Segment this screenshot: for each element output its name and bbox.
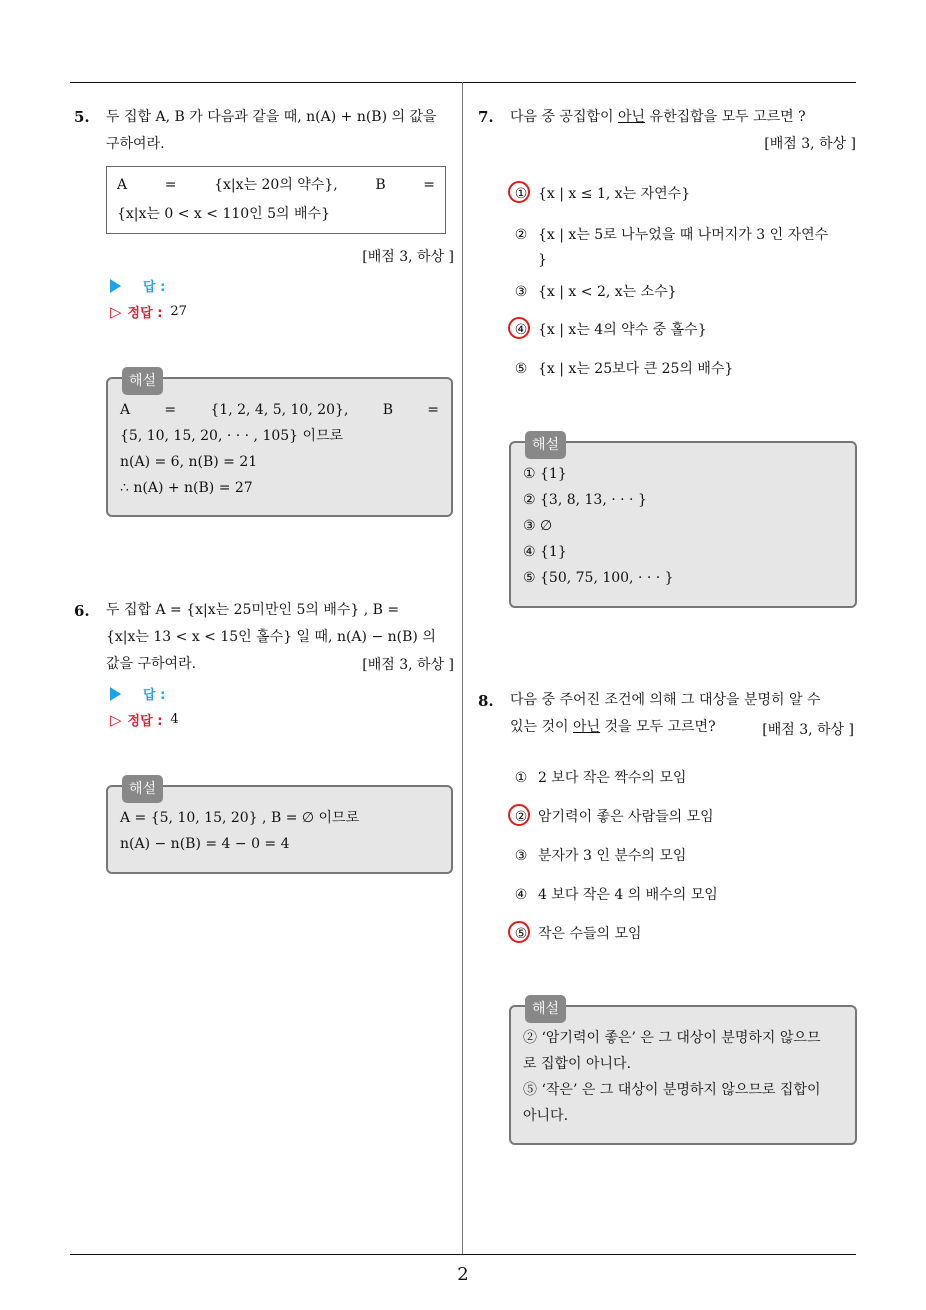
q7-line1-pre: 다음 중 공집합이 <box>510 109 619 125</box>
q6-exp-line2: n(A) − n(B) = 4 − 0 = 4 <box>120 836 290 852</box>
q6-answer-line <box>110 684 165 703</box>
q7-question <box>510 104 856 158</box>
outline-triangle-icon: ▷ <box>110 302 122 321</box>
q6-line3: 값을 구하여라. <box>106 656 197 672</box>
q6-exp-label: 해설 <box>122 775 163 803</box>
q5-exp-label: 해설 <box>122 367 163 395</box>
q6-line1: 두 집합 A = {x|x는 25미만인 5의 배수} , B = <box>106 602 400 618</box>
top-rule <box>70 82 856 83</box>
q7-option-2-text: {x | x는 5로 나누었을 때 나머지가 3 인 자연수 <box>538 227 829 243</box>
q7-option-1[interactable] <box>510 184 690 204</box>
q8-option-5[interactable] <box>510 924 642 944</box>
q7-option-3-text: {x | x < 2, x는 소수} <box>538 284 677 300</box>
q8-line2-pre: 있는 것이 <box>510 719 573 735</box>
q7-exp-line3: ③ ∅ <box>523 518 553 534</box>
q5-exp-line3: n(A) = 6, n(B) = 21 <box>120 454 258 470</box>
q7-explanation-box <box>509 437 857 608</box>
q8-option-4-mark: ④ <box>514 887 528 903</box>
q8-line2-underlined: 아닌 <box>573 719 601 735</box>
q6-answer-label: 답 : <box>143 688 166 703</box>
q7-option-5[interactable] <box>510 359 733 379</box>
q8-option-4-text: 4 보다 작은 4 의 배수의 모임 <box>538 887 718 903</box>
q7-option-3[interactable] <box>510 282 677 302</box>
q5-given-set-b: {x|x는 0 < x < 110인 5의 배수} <box>117 206 330 222</box>
q8-exp-line4: 아니다. <box>523 1108 569 1124</box>
q8-option-2-text: 암기력이 좋은 사람들의 모임 <box>538 809 714 825</box>
q5-line1: 두 집합 A, B 가 다음과 같을 때, n(A) + n(B) 의 값을 <box>106 109 437 125</box>
q7-option-2-continuation: } <box>538 252 547 268</box>
q7-exp-label: 해설 <box>525 431 566 459</box>
q8-option-1-mark: ① <box>514 770 528 786</box>
bottom-rule <box>70 1254 856 1255</box>
column-divider <box>462 82 463 1254</box>
q8-exp-label: 해설 <box>525 995 566 1023</box>
q7-option-4-text: {x | x는 4의 약수 중 홀수} <box>538 322 707 338</box>
q6-key-value: 4 <box>170 712 179 727</box>
q5-exp-eq2: = <box>427 402 439 418</box>
q8-option-3-mark: ③ <box>514 848 528 864</box>
q6-key-line <box>110 710 179 729</box>
q7-option-3-mark: ③ <box>514 284 528 300</box>
q8-exp-line2: 로 집합이 아니다. <box>523 1056 632 1072</box>
q5-exp-line4: ∴ n(A) + n(B) = 27 <box>120 480 253 496</box>
q5-given-box <box>106 166 446 234</box>
page-number: 2 <box>457 1264 469 1285</box>
q7-option-5-text: {x | x는 25보다 큰 25의 배수} <box>538 361 734 377</box>
q7-option-4[interactable] <box>510 320 707 340</box>
q7-option-2[interactable] <box>510 225 856 245</box>
filled-triangle-icon <box>110 687 121 701</box>
filled-triangle-icon <box>110 279 121 293</box>
q8-option-1[interactable] <box>510 768 686 788</box>
q5-given-b: B <box>375 177 386 193</box>
q5-given-eq1: = <box>164 177 177 193</box>
q8-option-1-text: 2 보다 작은 짝수의 모임 <box>538 770 687 786</box>
q5-line2: 구하여라. <box>106 136 165 152</box>
q7-exp-line4: ④ {1} <box>523 544 567 560</box>
q5-key-line <box>110 302 187 321</box>
q8-option-5-mark: ⑤ <box>510 924 532 944</box>
q7-number: 7. <box>478 108 494 126</box>
q8-exp-line3: ⑤ ‘작은’ 은 그 대상이 분명하지 않으므로 집합이 <box>523 1082 821 1098</box>
q5-number: 5. <box>74 108 90 126</box>
q7-option-5-mark: ⑤ <box>514 361 528 377</box>
q8-exp-line1: ② ‘암기력이 좋은’ 은 그 대상이 분명하지 않으므 <box>523 1030 821 1046</box>
q5-given-a: A <box>117 177 128 193</box>
q5-exp-set-a: {1, 2, 4, 5, 10, 20}, <box>210 402 349 418</box>
q5-score: [배점 3, 하상 ] <box>362 249 454 265</box>
q5-explanation-box <box>106 373 453 517</box>
q8-explanation-box <box>509 1001 857 1145</box>
q7-option-1-mark: ① <box>510 184 532 204</box>
q5-key-label: 정답 : <box>127 306 163 321</box>
q7-option-2-mark: ② <box>514 227 528 243</box>
q8-line2-post: 것을 모두 고르면? <box>600 719 716 735</box>
q6-exp-line1: A = {5, 10, 15, 20} , B = ∅ 이므로 <box>120 810 360 826</box>
q6-number: 6. <box>74 602 90 620</box>
q7-option-1-text: {x | x ≤ 1, x는 자연수} <box>538 186 691 202</box>
q5-exp-eq1: = <box>164 402 177 418</box>
q5-given-eq2: = <box>423 177 435 193</box>
q7-exp-line1: ① {1} <box>523 466 567 482</box>
q5-question <box>106 104 456 158</box>
q5-key-value: 27 <box>170 304 187 319</box>
q7-exp-line5: ⑤ {50, 75, 100, · · · } <box>523 570 674 586</box>
q8-option-2-mark: ② <box>510 807 532 827</box>
q5-exp-line2: {5, 10, 15, 20, · · · , 105} 이므로 <box>120 428 344 444</box>
q8-option-5-text: 작은 수들의 모임 <box>538 926 642 942</box>
q7-line1-underlined: 아닌 <box>618 109 646 125</box>
q8-option-4[interactable] <box>510 885 718 905</box>
q7-exp-line2: ② {3, 8, 13, · · · } <box>523 492 647 508</box>
outline-triangle-icon: ▷ <box>110 710 122 729</box>
q5-exp-b: B <box>382 402 393 418</box>
q8-score: [배점 3, 하상 ] <box>762 722 854 738</box>
q8-option-3-text: 분자가 3 인 분수의 모임 <box>538 848 687 864</box>
q8-number: 8. <box>478 692 494 710</box>
q6-key-label: 정답 : <box>127 714 163 729</box>
q7-line1-post: 유한집합을 모두 고르면 ? <box>645 109 806 125</box>
q6-score: [배점 3, 하상 ] <box>362 657 454 673</box>
q7-score: [배점 3, 하상 ] <box>764 136 856 152</box>
q5-answer-line <box>110 276 165 295</box>
q8-option-3[interactable] <box>510 846 686 866</box>
q5-answer-label: 답 : <box>143 280 166 295</box>
q8-option-2[interactable] <box>510 807 714 827</box>
q5-given-set-a: {x|x는 20의 약수}, <box>214 177 338 193</box>
q6-explanation-box <box>106 781 453 874</box>
q5-exp-a: A <box>120 402 131 418</box>
q8-line1: 다음 중 주어진 조건에 의해 그 대상을 분명히 알 수 <box>510 692 821 708</box>
q7-option-4-mark: ④ <box>510 320 532 340</box>
q6-line2: {x|x는 13 < x < 15인 홀수} 일 때, n(A) − n(B) 의 <box>106 629 436 645</box>
